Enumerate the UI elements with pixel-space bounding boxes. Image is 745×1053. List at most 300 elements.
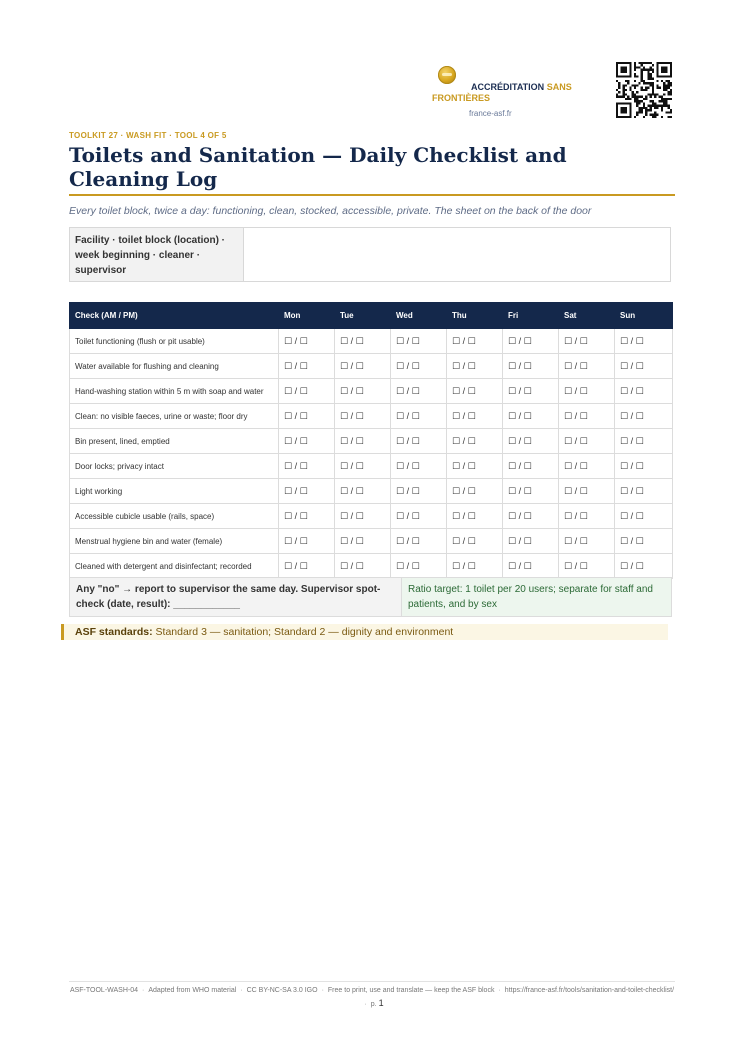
qr-module (623, 96, 625, 98)
qr-module (634, 93, 636, 95)
qr-module (661, 98, 663, 100)
checkbox-am-pm-tue[interactable]: ☐ / ☐ (335, 379, 391, 404)
checkbox-am-pm-tue[interactable]: ☐ / ☐ (335, 429, 391, 454)
qr-module (665, 111, 667, 113)
qr-module (634, 62, 636, 64)
checkbox-am-pm-wed[interactable]: ☐ / ☐ (391, 529, 447, 554)
checkbox-am-pm-thu[interactable]: ☐ / ☐ (447, 479, 503, 504)
qr-module (654, 116, 656, 118)
qr-module (638, 100, 640, 102)
check-item-label: Bin present, lined, emptied (70, 429, 279, 454)
col-header-sat: Sat (559, 303, 615, 329)
qr-module (659, 100, 661, 102)
qr-module (629, 98, 631, 100)
footer-adapted: Adapted from WHO material (148, 987, 237, 994)
qr-module (650, 82, 652, 84)
qr-module (659, 87, 661, 89)
checkbox-am-pm-thu[interactable]: ☐ / ☐ (447, 329, 503, 354)
checkbox-am-pm-sun[interactable]: ☐ / ☐ (615, 404, 673, 429)
qr-module (652, 89, 654, 91)
qr-module (665, 98, 667, 100)
qr-module (654, 93, 656, 95)
check-item-label: Menstrual hygiene bin and water (female) (70, 529, 279, 554)
qr-module (641, 89, 643, 91)
qr-module (665, 100, 667, 102)
col-header-tue: Tue (335, 303, 391, 329)
checkbox-am-pm-sun[interactable]: ☐ / ☐ (615, 479, 673, 504)
page-title: Toilets and Sanitation — Daily Checklist and Cleaning Log (69, 143, 567, 191)
qr-module (663, 82, 665, 84)
qr-module (643, 105, 645, 107)
footer-page-prefix: p. (370, 1001, 377, 1008)
qr-module (654, 102, 656, 104)
col-header-sun: Sun (615, 303, 673, 329)
qr-module (656, 107, 658, 109)
footer-code: ASF-TOOL-WASH-04 (69, 987, 139, 994)
checkbox-am-pm-fri[interactable]: ☐ / ☐ (503, 554, 559, 579)
qr-module (643, 98, 645, 100)
qr-module (634, 84, 636, 86)
qr-module (629, 87, 631, 89)
checkbox-am-pm-sat[interactable]: ☐ / ☐ (559, 429, 615, 454)
qr-module (652, 82, 654, 84)
checkbox-am-pm-mon[interactable]: ☐ / ☐ (279, 404, 335, 429)
qr-module (643, 107, 645, 109)
qr-module (668, 80, 670, 82)
logo-name-1: ACCRÉDITATION (471, 82, 545, 92)
qr-module (670, 84, 672, 86)
qr-module (659, 96, 661, 98)
qr-module (668, 91, 670, 93)
qr-module (625, 93, 627, 95)
qr-module (634, 96, 636, 98)
qr-module (643, 116, 645, 118)
qr-module (627, 96, 629, 98)
facility-field[interactable] (244, 228, 670, 281)
qr-module (656, 80, 658, 82)
qr-module (641, 62, 643, 64)
qr-module (627, 82, 629, 84)
qr-module (665, 84, 667, 86)
qr-module (654, 111, 656, 113)
checkbox-am-pm-tue[interactable]: ☐ / ☐ (335, 554, 391, 579)
notes-row (69, 577, 672, 617)
checkbox-am-pm-mon[interactable]: ☐ / ☐ (279, 329, 335, 354)
checkbox-am-pm-fri[interactable]: ☐ / ☐ (503, 404, 559, 429)
checkbox-am-pm-wed[interactable]: ☐ / ☐ (391, 429, 447, 454)
check-item-label: Toilet functioning (flush or pit usable) (70, 329, 279, 354)
qr-module (661, 107, 663, 109)
table-row (70, 379, 673, 404)
check-item-label: Clean: no visible faeces, urine or waste; floor dry (70, 404, 279, 429)
check-item-label: Accessible cubicle usable (rails, space) (70, 504, 279, 529)
qr-module (652, 78, 654, 80)
checkbox-am-pm-sat[interactable]: ☐ / ☐ (559, 379, 615, 404)
qr-module (641, 87, 643, 89)
qr-module (636, 91, 638, 93)
checkbox-am-pm-sun[interactable]: ☐ / ☐ (615, 429, 673, 454)
checkbox-am-pm-thu[interactable]: ☐ / ☐ (447, 554, 503, 579)
checkbox-am-pm-fri[interactable]: ☐ / ☐ (503, 354, 559, 379)
checkbox-am-pm-thu[interactable]: ☐ / ☐ (447, 529, 503, 554)
qr-module (670, 98, 672, 100)
qr-module (618, 82, 620, 84)
checkbox-am-pm-sat[interactable]: ☐ / ☐ (559, 329, 615, 354)
checkbox-am-pm-sat[interactable]: ☐ / ☐ (559, 479, 615, 504)
qr-module (643, 82, 645, 84)
qr-module (650, 73, 652, 75)
footer-divider (69, 981, 675, 982)
table-header-row (70, 303, 673, 329)
qr-module (670, 82, 672, 84)
qr-module (647, 78, 649, 80)
qr-module (670, 93, 672, 95)
qr-module (663, 87, 665, 89)
checkbox-am-pm-mon[interactable]: ☐ / ☐ (279, 429, 335, 454)
qr-module (638, 82, 640, 84)
checkbox-am-pm-sat[interactable]: ☐ / ☐ (559, 454, 615, 479)
checkbox-am-pm-thu[interactable]: ☐ / ☐ (447, 454, 503, 479)
qr-module (641, 80, 643, 82)
checkbox-am-pm-sun[interactable]: ☐ / ☐ (615, 504, 673, 529)
qr-module (668, 82, 670, 84)
qr-module (663, 89, 665, 91)
qr-module (634, 80, 636, 82)
checkbox-am-pm-fri[interactable]: ☐ / ☐ (503, 454, 559, 479)
checkbox-am-pm-sun[interactable]: ☐ / ☐ (615, 554, 673, 579)
checkbox-am-pm-tue[interactable]: ☐ / ☐ (335, 454, 391, 479)
checkbox-am-pm-sat[interactable]: ☐ / ☐ (559, 554, 615, 579)
qr-module (643, 62, 645, 64)
qr-module (645, 98, 647, 100)
qr-module (632, 96, 634, 98)
qr-module (636, 98, 638, 100)
checkbox-am-pm-wed[interactable]: ☐ / ☐ (391, 454, 447, 479)
checkbox-am-pm-tue[interactable]: ☐ / ☐ (335, 354, 391, 379)
escalation-note: Any "no" → report to supervisor the same day. Supervisor spot-check (date, result): ____________ (70, 578, 402, 616)
qr-module (641, 75, 643, 77)
checkbox-am-pm-wed[interactable]: ☐ / ☐ (391, 329, 447, 354)
checkbox-am-pm-mon[interactable]: ☐ / ☐ (279, 529, 335, 554)
checkbox-am-pm-wed[interactable]: ☐ / ☐ (391, 504, 447, 529)
qr-module (668, 98, 670, 100)
qr-module (652, 100, 654, 102)
qr-module (645, 62, 647, 64)
checkbox-am-pm-wed[interactable]: ☐ / ☐ (391, 354, 447, 379)
checkbox-am-pm-thu[interactable]: ☐ / ☐ (447, 354, 503, 379)
qr-module (652, 87, 654, 89)
qr-module (645, 107, 647, 109)
checkbox-am-pm-wed[interactable]: ☐ / ☐ (391, 404, 447, 429)
qr-module (650, 78, 652, 80)
qr-module (641, 64, 643, 66)
qr-module (636, 84, 638, 86)
qr-module (643, 69, 645, 71)
qr-module (638, 111, 640, 113)
qr-module (643, 102, 645, 104)
qr-module (652, 64, 654, 66)
qr-module (650, 62, 652, 64)
qr-module (641, 73, 643, 75)
qr-module (665, 87, 667, 89)
qr-module (645, 89, 647, 91)
qr-module (634, 116, 636, 118)
checkbox-am-pm-sun[interactable]: ☐ / ☐ (615, 379, 673, 404)
qr-module (647, 71, 649, 73)
qr-module (623, 84, 625, 86)
checkbox-am-pm-thu[interactable]: ☐ / ☐ (447, 379, 503, 404)
qr-module (623, 91, 625, 93)
qr-module (641, 71, 643, 73)
qr-module (645, 82, 647, 84)
logo-name-2: SANS (546, 82, 572, 92)
qr-module (641, 100, 643, 102)
qr-module (641, 69, 643, 71)
qr-module (650, 84, 652, 86)
qr-module (652, 102, 654, 104)
qr-module (647, 73, 649, 75)
check-item-label: Water available for flushing and cleaning (70, 354, 279, 379)
qr-module (668, 111, 670, 113)
checkbox-am-pm-thu[interactable]: ☐ / ☐ (447, 429, 503, 454)
qr-module (661, 66, 668, 73)
col-header-mon: Mon (279, 303, 335, 329)
qr-module (652, 84, 654, 86)
asf-logo (432, 66, 602, 121)
table-row (70, 429, 673, 454)
checkbox-am-pm-fri[interactable]: ☐ / ☐ (503, 329, 559, 354)
qr-module (636, 96, 638, 98)
checkbox-am-pm-wed[interactable]: ☐ / ☐ (391, 554, 447, 579)
checkbox-am-pm-mon[interactable]: ☐ / ☐ (279, 454, 335, 479)
qr-module (656, 105, 658, 107)
qr-module (632, 84, 634, 86)
qr-module (625, 80, 627, 82)
qr-module (654, 96, 656, 98)
qr-module (618, 84, 620, 86)
qr-module (656, 93, 658, 95)
checkbox-am-pm-fri[interactable]: ☐ / ☐ (503, 504, 559, 529)
checkbox-am-pm-mon[interactable]: ☐ / ☐ (279, 379, 335, 404)
table-row (70, 354, 673, 379)
checkbox-am-pm-sat[interactable]: ☐ / ☐ (559, 404, 615, 429)
checkbox-am-pm-mon[interactable]: ☐ / ☐ (279, 504, 335, 529)
qr-module (659, 105, 661, 107)
qr-module (650, 109, 652, 111)
check-item-label: Hand-washing station within 5 m with soap and water (70, 379, 279, 404)
qr-module (636, 111, 638, 113)
qr-module (650, 96, 652, 98)
qr-module (652, 71, 654, 73)
checkbox-am-pm-thu[interactable]: ☐ / ☐ (447, 504, 503, 529)
checkbox-am-pm-wed[interactable]: ☐ / ☐ (391, 379, 447, 404)
qr-module (618, 91, 620, 93)
qr-module (645, 114, 647, 116)
qr-module (634, 87, 636, 89)
table-row (70, 554, 673, 579)
checkbox-am-pm-sun[interactable]: ☐ / ☐ (615, 529, 673, 554)
checkbox-am-pm-tue[interactable]: ☐ / ☐ (335, 529, 391, 554)
qr-module (647, 62, 649, 64)
qr-module (668, 84, 670, 86)
qr-module (643, 89, 645, 91)
footer-print-note: Free to print, use and translate — keep the ASF block (327, 987, 495, 994)
qr-module (620, 96, 622, 98)
qr-module (665, 105, 667, 107)
qr-module (670, 89, 672, 91)
qr-module (634, 75, 636, 77)
qr-code-icon (616, 62, 672, 118)
logo-name-3: FRONTIÈRES (432, 93, 491, 103)
facility-box (69, 227, 671, 282)
qr-module (656, 87, 658, 89)
qr-module (670, 116, 672, 118)
qr-module (652, 93, 654, 95)
qr-module (645, 87, 647, 89)
check-item-label: Cleaned with detergent and disinfectant; recorded (70, 554, 279, 579)
qr-module (629, 89, 631, 91)
qr-module (665, 80, 667, 82)
qr-module (650, 100, 652, 102)
qr-module (663, 102, 665, 104)
qr-module (656, 84, 658, 86)
checkbox-am-pm-tue[interactable]: ☐ / ☐ (335, 329, 391, 354)
qr-module (661, 96, 663, 98)
qr-module (647, 109, 649, 111)
qr-module (623, 93, 625, 95)
qr-module (668, 116, 670, 118)
qr-module (632, 93, 634, 95)
qr-module (638, 109, 640, 111)
qr-module (665, 102, 667, 104)
col-header-check: Check (AM / PM) (70, 303, 279, 329)
checkbox-am-pm-mon[interactable]: ☐ / ☐ (279, 479, 335, 504)
qr-module (650, 75, 652, 77)
qr-module (636, 102, 638, 104)
qr-module (661, 105, 663, 107)
table-row (70, 504, 673, 529)
qr-module (652, 91, 654, 93)
qr-module (641, 109, 643, 111)
col-header-fri: Fri (503, 303, 559, 329)
col-header-wed: Wed (391, 303, 447, 329)
qr-module (634, 69, 636, 71)
qr-module (650, 114, 652, 116)
checkbox-am-pm-tue[interactable]: ☐ / ☐ (335, 404, 391, 429)
facility-label: Facility · toilet block (location) · week beginning · cleaner · supervisor (70, 228, 244, 281)
qr-module (620, 107, 627, 114)
checklist-body (70, 329, 673, 579)
qr-module (636, 114, 638, 116)
qr-module (641, 96, 643, 98)
qr-module (661, 80, 663, 82)
qr-module (636, 66, 638, 68)
qr-module (625, 84, 627, 86)
checkbox-am-pm-mon[interactable]: ☐ / ☐ (279, 554, 335, 579)
qr-module (638, 96, 640, 98)
checkbox-am-pm-tue[interactable]: ☐ / ☐ (335, 504, 391, 529)
footer-url[interactable]: https://france-asf.fr/tools/sanitation-and-toilet-checklist/ (504, 987, 675, 994)
qr-module (632, 91, 634, 93)
checkbox-am-pm-fri[interactable]: ☐ / ☐ (503, 529, 559, 554)
qr-module (625, 89, 627, 91)
qr-module (652, 105, 654, 107)
checkbox-am-pm-tue[interactable]: ☐ / ☐ (335, 479, 391, 504)
checkbox-am-pm-fri[interactable]: ☐ / ☐ (503, 479, 559, 504)
checkbox-am-pm-thu[interactable]: ☐ / ☐ (447, 404, 503, 429)
qr-module (663, 105, 665, 107)
title-divider (69, 194, 675, 196)
qr-module (634, 66, 636, 68)
qr-module (634, 100, 636, 102)
page-subtitle: Every toilet block, twice a day: functioning, clean, stocked, accessible, private. The sheet on the back of the door (69, 205, 592, 217)
checkbox-am-pm-sat[interactable]: ☐ / ☐ (559, 354, 615, 379)
qr-module (641, 111, 643, 113)
qr-module (654, 107, 656, 109)
qr-module (638, 102, 640, 104)
qr-module (645, 109, 647, 111)
qr-module (641, 107, 643, 109)
qr-module (668, 93, 670, 95)
qr-module (627, 80, 629, 82)
qr-module (650, 66, 652, 68)
qr-module (650, 93, 652, 95)
checkbox-am-pm-sun[interactable]: ☐ / ☐ (615, 354, 673, 379)
qr-module (616, 89, 618, 91)
qr-module (650, 107, 652, 109)
qr-module (654, 114, 656, 116)
qr-module (638, 66, 640, 68)
checkbox-am-pm-wed[interactable]: ☐ / ☐ (391, 479, 447, 504)
qr-module (663, 93, 665, 95)
qr-module (645, 69, 647, 71)
checkbox-am-pm-fri[interactable]: ☐ / ☐ (503, 429, 559, 454)
table-row (70, 454, 673, 479)
qr-module (668, 107, 670, 109)
checkbox-am-pm-sun[interactable]: ☐ / ☐ (615, 454, 673, 479)
qr-module (627, 98, 629, 100)
qr-module (652, 114, 654, 116)
checkbox-am-pm-sat[interactable]: ☐ / ☐ (559, 529, 615, 554)
table-row (70, 329, 673, 354)
footer-license: CC BY-NC-SA 3.0 IGO (246, 987, 318, 994)
qr-module (638, 107, 640, 109)
footer: ASF-TOOL-WASH-04 · Adapted from WHO material · CC BY-NC-SA 3.0 IGO · Free to print, use and translate — keep the ASF block · https://france-asf.fr/tools/sanitation-and-toilet-checklist/· p. 1 (69, 987, 675, 1008)
qr-module (641, 78, 643, 80)
qr-module (661, 100, 663, 102)
qr-module (625, 98, 627, 100)
qr-module (623, 87, 625, 89)
qr-module (647, 93, 649, 95)
qr-module (652, 69, 654, 71)
checkbox-am-pm-mon[interactable]: ☐ / ☐ (279, 354, 335, 379)
checkbox-am-pm-sat[interactable]: ☐ / ☐ (559, 504, 615, 529)
ratio-target-note: Ratio target: 1 toilet per 20 users; separate for staff and patients, and by sex (402, 578, 671, 616)
qr-module (647, 69, 649, 71)
qr-module (663, 84, 665, 86)
checkbox-am-pm-fri[interactable]: ☐ / ☐ (503, 379, 559, 404)
check-item-label: Door locks; privacy intact (70, 454, 279, 479)
logo-wordmark (432, 82, 602, 104)
qr-module (652, 116, 654, 118)
standards-label: ASF standards: (75, 626, 153, 638)
qr-module (668, 105, 670, 107)
qr-module (647, 75, 649, 77)
qr-module (643, 66, 645, 68)
qr-module (634, 64, 636, 66)
checkbox-am-pm-sun[interactable]: ☐ / ☐ (615, 329, 673, 354)
toolkit-kicker: TOOLKIT 27 · WASH FIT · TOOL 4 OF 5 (69, 131, 227, 140)
